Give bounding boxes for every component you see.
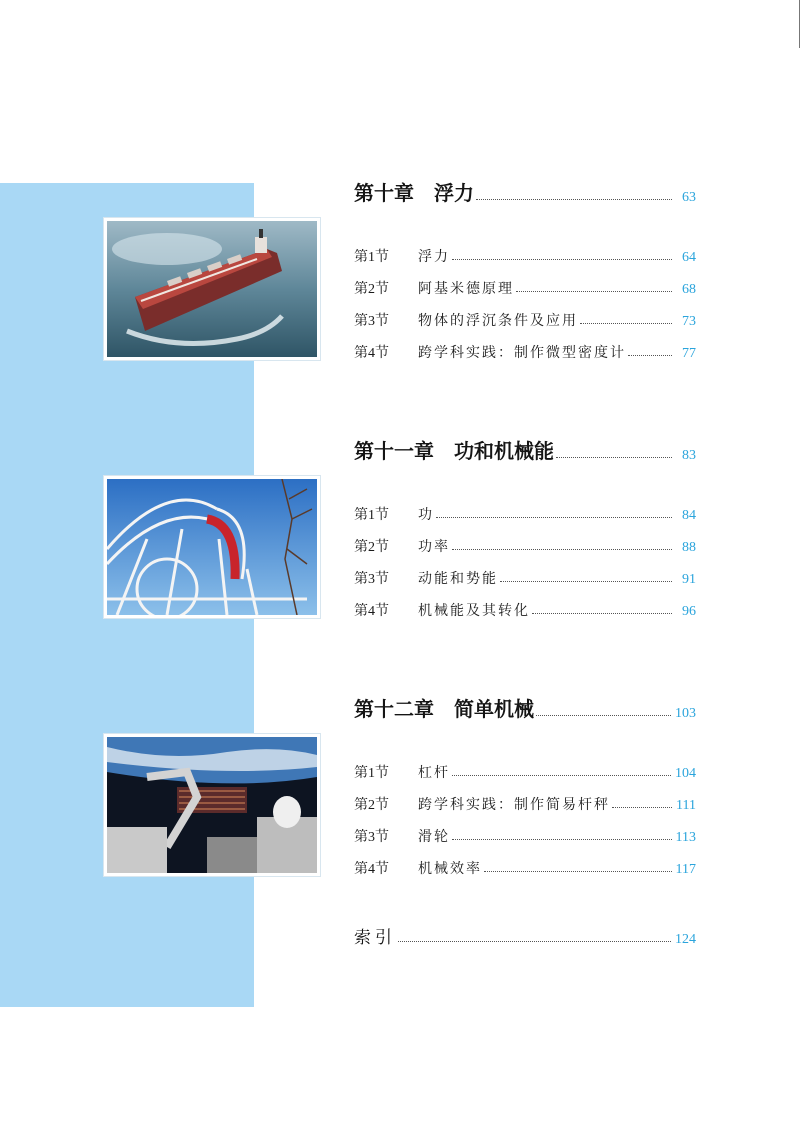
section-entry[interactable] <box>354 600 696 620</box>
page-number: 111 <box>676 798 696 813</box>
page-number: 83 <box>682 448 696 463</box>
section-number: 第4节 <box>354 346 389 361</box>
index-title: 索引 <box>354 928 396 948</box>
dot-leader <box>516 291 672 292</box>
dot-leader <box>476 199 672 200</box>
section-number: 第1节 <box>354 508 389 523</box>
dot-leader <box>580 323 672 324</box>
section-number: 第1节 <box>354 766 389 781</box>
section-number: 第1节 <box>354 250 389 265</box>
section-title: 机械能及其转化 <box>418 603 530 619</box>
chapter-title: 第十一章 功和机械能 <box>354 439 554 463</box>
dot-leader <box>612 807 672 808</box>
section-title: 滑轮 <box>418 829 450 845</box>
page-number: 84 <box>682 508 696 523</box>
section-entry[interactable] <box>354 310 696 330</box>
section-entry[interactable] <box>354 794 696 814</box>
section-number: 第2节 <box>354 540 389 555</box>
page-number: 88 <box>682 540 696 555</box>
dot-leader <box>536 715 671 716</box>
section-title: 动能和势能 <box>418 571 498 587</box>
section-title: 功 <box>418 507 434 523</box>
page-number: 124 <box>675 932 696 947</box>
page-number: 77 <box>682 346 696 361</box>
dot-leader <box>452 839 672 840</box>
dot-leader <box>452 549 672 550</box>
section-number: 第2节 <box>354 282 389 297</box>
dot-leader <box>452 259 672 260</box>
index-entry[interactable] <box>354 924 696 948</box>
section-entry[interactable] <box>354 568 696 588</box>
dot-leader <box>398 941 671 942</box>
page-number: 73 <box>682 314 696 329</box>
section-number: 第4节 <box>354 862 389 877</box>
section-number: 第3节 <box>354 314 389 329</box>
section-entry[interactable] <box>354 826 696 846</box>
section-title: 物体的浮沉条件及应用 <box>418 313 578 329</box>
space-station-arm-photo <box>104 734 320 876</box>
chapter-title: 第十章 浮力 <box>354 181 474 205</box>
chapter-title: 第十二章 简单机械 <box>354 697 534 721</box>
dot-leader <box>436 517 672 518</box>
section-title: 跨学科实践：制作微型密度计 <box>418 345 626 361</box>
page-number: 113 <box>675 830 696 845</box>
section-title: 跨学科实践：制作简易杆秤 <box>418 797 610 813</box>
section-title: 阿基米德原理 <box>418 281 514 297</box>
section-entry[interactable] <box>354 858 696 878</box>
cargo-ship-photo <box>104 218 320 360</box>
page-number: 91 <box>682 572 696 587</box>
dot-leader <box>628 355 672 356</box>
section-entry[interactable] <box>354 278 696 298</box>
dot-leader <box>484 871 672 872</box>
page-number: 104 <box>675 766 696 781</box>
roller-coaster-photo <box>104 476 320 618</box>
section-title: 浮力 <box>418 249 450 265</box>
chapter-heading[interactable] <box>354 180 696 206</box>
section-entry[interactable] <box>354 246 696 266</box>
chapter-heading[interactable] <box>354 438 696 464</box>
section-number: 第3节 <box>354 572 389 587</box>
section-entry[interactable] <box>354 762 696 782</box>
chapter-heading[interactable] <box>354 696 696 722</box>
section-entry[interactable] <box>354 342 696 362</box>
section-number: 第2节 <box>354 798 389 813</box>
page-number: 103 <box>675 706 696 721</box>
dot-leader <box>532 613 672 614</box>
section-number: 第4节 <box>354 604 389 619</box>
page-number: 96 <box>682 604 696 619</box>
section-entry[interactable] <box>354 536 696 556</box>
section-title: 功率 <box>418 539 450 555</box>
section-title: 杠杆 <box>418 765 450 781</box>
dot-leader <box>452 775 671 776</box>
section-entry[interactable] <box>354 504 696 524</box>
page-number: 68 <box>682 282 696 297</box>
section-number: 第3节 <box>354 830 389 845</box>
dot-leader <box>500 581 672 582</box>
page-number: 117 <box>675 862 696 877</box>
section-title: 机械效率 <box>418 861 482 877</box>
dot-leader <box>556 457 672 458</box>
page-number: 64 <box>682 250 696 265</box>
page-number: 63 <box>682 190 696 205</box>
